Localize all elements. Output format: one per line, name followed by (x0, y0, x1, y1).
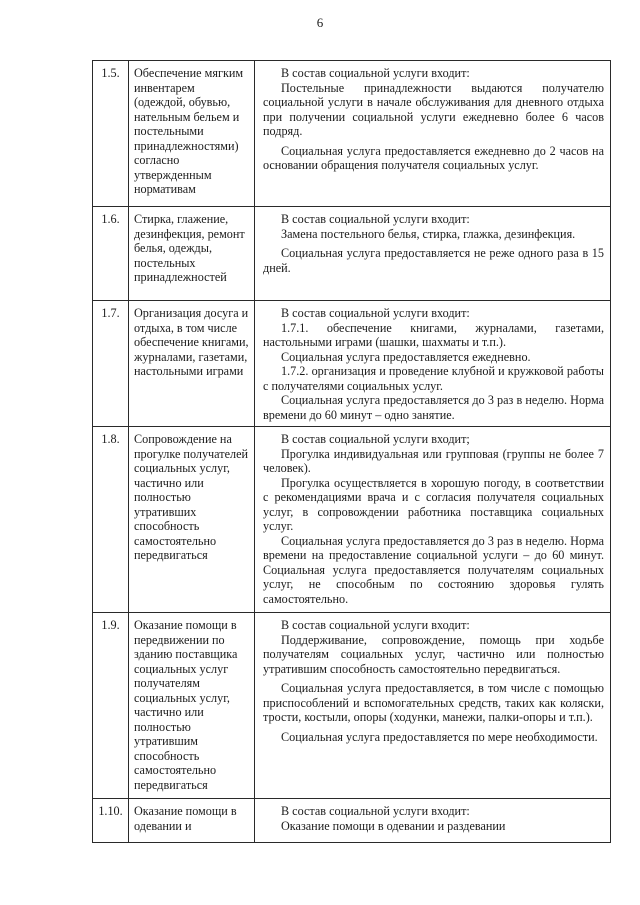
service-description (255, 61, 611, 207)
row-number: 1.8. (93, 427, 129, 613)
description-paragraph: Социальная услуга предоставляется до 3 раз в неделю. Норма времени до 60 минут – одно занятие. (263, 393, 604, 422)
description-paragraph: В состав социальной услуги входит: (281, 804, 470, 818)
table-row (93, 427, 611, 613)
service-description (255, 427, 611, 613)
service-name: Оказание помощи в одевании и (129, 799, 255, 843)
service-name: Сопровождение на прогулке получателей социальных услуг, частично или полностью утративших способность самостоятельно передвигаться (129, 427, 255, 613)
description-paragraph: В состав социальной услуги входит: (281, 306, 470, 320)
table-row (93, 799, 611, 843)
service-description (255, 207, 611, 301)
row-number: 1.9. (93, 613, 129, 799)
service-description (255, 613, 611, 799)
description-paragraph: Оказание помощи в одевании и раздевании (281, 818, 506, 833)
service-name: Оказание помощи в передвижении по зданию поставщика социальных услуг получателям социальных услуг, частично или полностью утратившим способность самостоятельно передвигаться (129, 613, 255, 799)
description-paragraph: Социальная услуга предоставляется ежедневно до 2 часов на основании обращения получателя социальных услуг. (263, 143, 604, 172)
description-paragraph: Социальная услуга предоставляется ежедневно. (281, 349, 531, 364)
description-paragraph: 1.7.1. обеспечение книгами, журналами, газетами, настольными играми (шашки, шахматы и т.п.). (263, 320, 604, 349)
row-number: 1.6. (93, 207, 129, 301)
row-number: 1.10. (93, 799, 129, 843)
description-paragraph: В состав социальной услуги входит: (281, 618, 470, 632)
description-paragraph: Поддерживание, сопровождение, помощь при ходьбе получателям социальных услуг, частично или полностью утратившим способность самостоятельно передвигаться. (263, 632, 604, 676)
description-paragraph: Замена постельного белья, стирка, глажка, дезинфекция. (281, 226, 576, 241)
description-paragraph: Социальная услуга предоставляется до 3 раз в неделю. Норма времени на предоставление социальной услуги – до 60 минут. Социальная услуга предоставляется получателям социальных услуг, не способным по состоянию здоровья гулять самостоятельно. (263, 533, 604, 606)
description-paragraph: Социальная услуга предоставляется, в том числе с помощью приспособлений и вспомогательных средств, таких как коляски, трости, костыли, опоры (ходунки, манежи, палки-опоры и т.п.). (263, 681, 604, 724)
table-row (93, 613, 611, 799)
page-number: 6 (316, 15, 324, 30)
description-paragraph: Социальная услуга предоставляется по мере необходимости. (281, 729, 598, 744)
table-row (93, 207, 611, 301)
table-row (93, 301, 611, 427)
service-description (255, 799, 611, 843)
service-description (255, 301, 611, 427)
service-name: Обеспечение мягким инвентарем (одеждой, обувью, нательным бельем и постельными принадлежностями) согласно утвержденным нормативам (129, 61, 255, 207)
description-paragraph: Прогулка индивидуальная или групповая (группы не более 7 человек). (263, 446, 604, 475)
description-paragraph: 1.7.2. организация и проведение клубной и кружковой работы с получателями социальных услуг. (263, 364, 604, 393)
service-name: Стирка, глажение, дезинфекция, ремонт белья, одежды, постельных принадлежностей (129, 207, 255, 301)
description-paragraph: Постельные принадлежности выдаются получателю социальной услуги в начале обслуживания для дневного отдыха при получении социальной услуги ежедневно более 6 часов подряд. (263, 80, 604, 138)
description-paragraph: В состав социальной услуги входит: (281, 66, 470, 80)
table-row (93, 61, 611, 207)
description-paragraph: Социальная услуга предоставляется не реже одного раза в 15 дней. (263, 246, 604, 275)
row-number: 1.5. (93, 61, 129, 207)
description-paragraph: Прогулка осуществляется в хорошую погоду, в соответствии с рекомендациями врача и с согласия получателя социальных услуг, в сопровождении работника поставщика социальных услуг. (263, 475, 604, 533)
row-number: 1.7. (93, 301, 129, 427)
description-paragraph: В состав социальной услуги входит: (281, 212, 470, 226)
services-table (92, 60, 611, 843)
description-paragraph: В состав социальной услуги входит; (281, 432, 470, 446)
service-name: Организация досуга и отдыха, в том числе обеспечение книгами, журналами, газетами, настольными играми (129, 301, 255, 427)
